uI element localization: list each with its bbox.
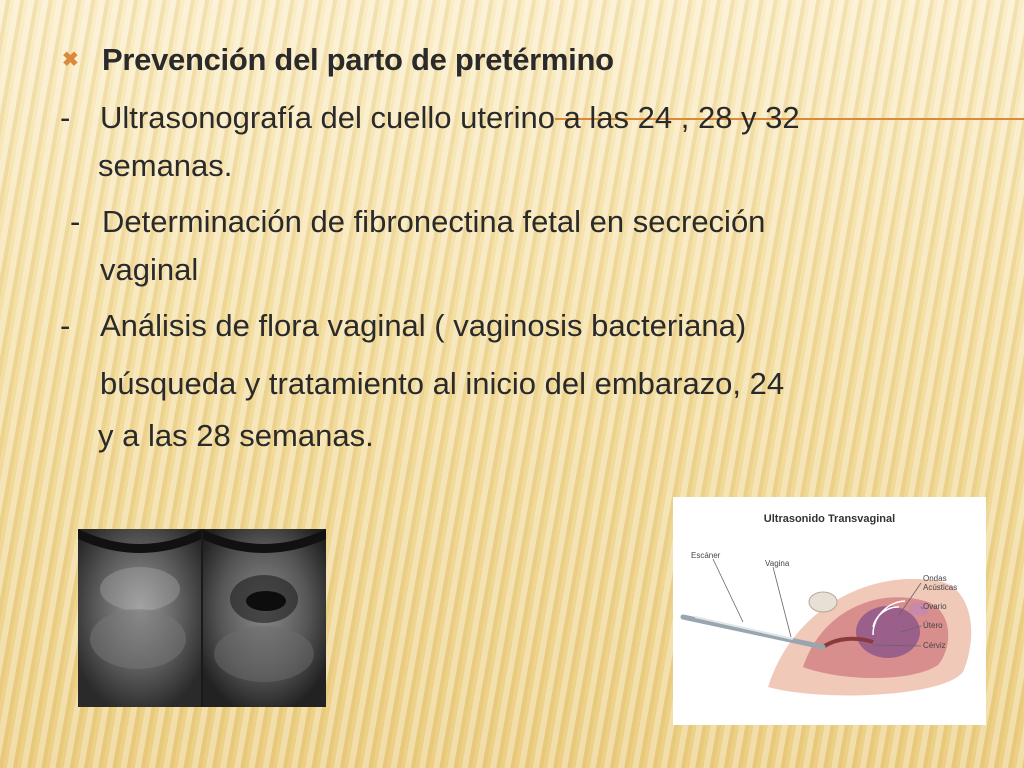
item-text: Ultrasonografía del cuello uterino a las 24 , 28 y 32 xyxy=(100,100,800,135)
item-text: Análisis de flora vaginal ( vaginosis bacteriana) xyxy=(100,308,747,343)
label-ovary: Ovario xyxy=(923,602,947,611)
diagram-title: Ultrasonido Transvaginal xyxy=(763,513,896,525)
slide-title: Prevención del parto de pretérmino xyxy=(102,42,614,77)
x-bullet-icon: ✖ xyxy=(62,49,79,71)
ultrasound-scan-graphic xyxy=(78,529,326,707)
label-waves: Ondas Acústicas xyxy=(923,574,958,592)
label-uterus: Útero xyxy=(923,621,943,630)
item-continuation: semanas. xyxy=(98,148,233,183)
item-text: búsqueda y tratamiento al inicio del embarazo, 24 xyxy=(100,366,785,401)
item-dash: - xyxy=(70,204,81,239)
item-dash: - xyxy=(60,308,71,343)
item-text: Determinación de fibronectina fetal en secreción xyxy=(102,204,766,239)
transvaginal-ultrasound-diagram xyxy=(673,497,986,725)
title-row xyxy=(62,42,614,78)
anatomy-illustration xyxy=(673,497,986,725)
item-dash: - xyxy=(60,100,71,135)
label-cervix: Cérviz xyxy=(923,641,946,650)
item-continuation: vaginal xyxy=(100,252,199,287)
label-vagina: Vagina xyxy=(765,559,790,568)
ultrasound-image xyxy=(78,529,326,707)
item-continuation: y a las 28 semanas. xyxy=(98,418,374,453)
label-scanner: Escáner xyxy=(691,551,721,560)
